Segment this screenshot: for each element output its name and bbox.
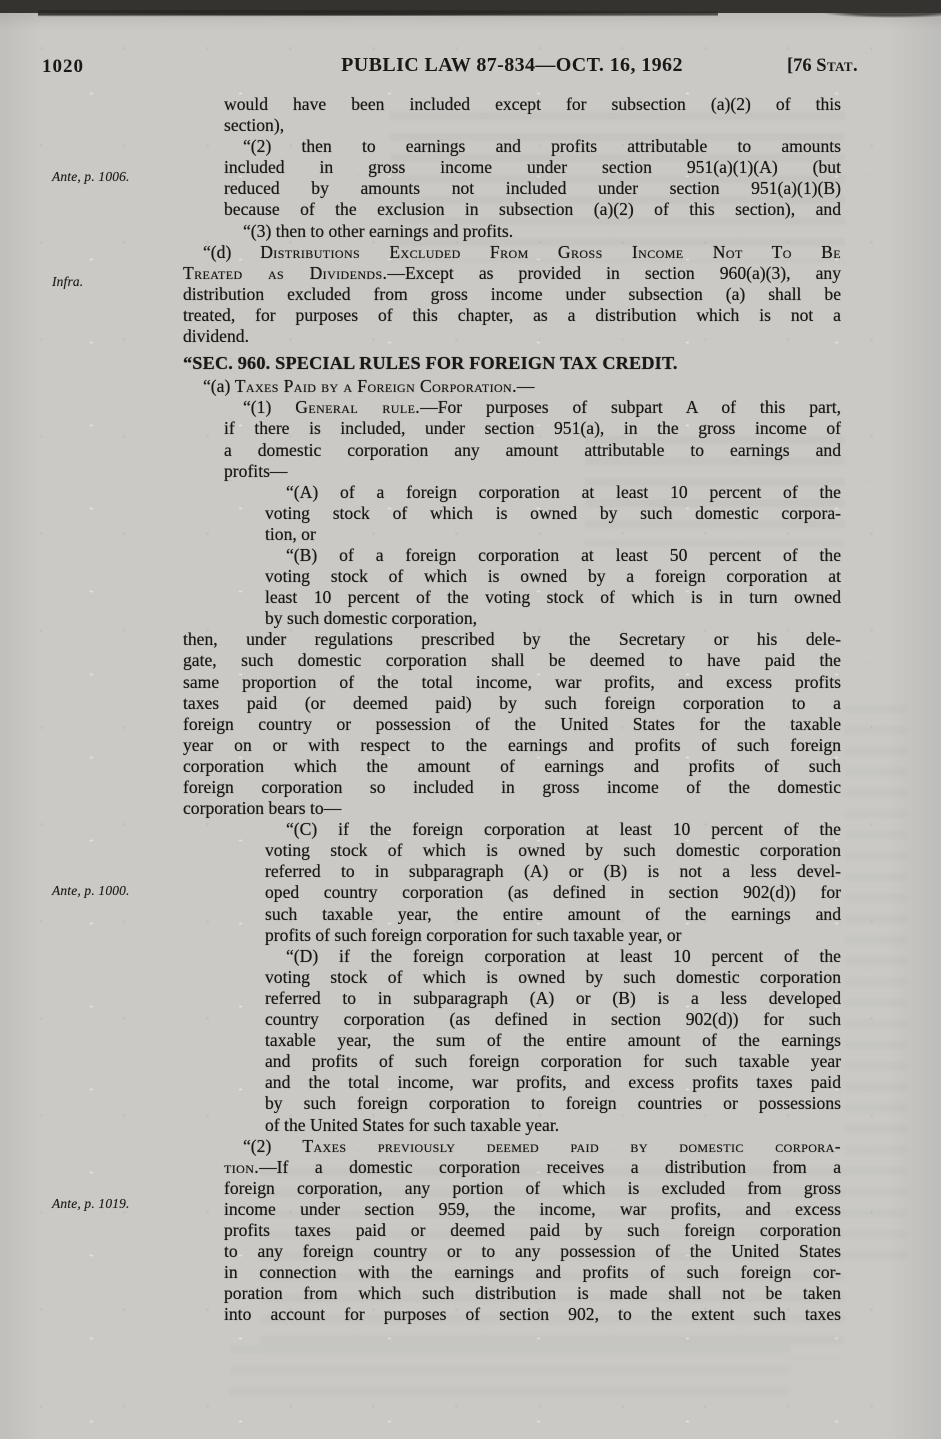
stat-citation: [787, 56, 858, 77]
body-line: [265, 1072, 841, 1093]
text-segment: section),: [224, 115, 285, 136]
body-line: [243, 1136, 841, 1157]
smallcaps-text: Distributions Excluded From Gross Income Not To Be: [260, 241, 841, 262]
margin-note: Ante, p. 1019.: [52, 1196, 130, 1211]
text-segment: and the total income, war profits, and excess profits taxes paid: [265, 1072, 841, 1093]
margin-note: Infra.: [52, 274, 84, 289]
text-segment: profits—: [224, 460, 288, 481]
body-line: [265, 861, 841, 882]
text-segment: a domestic corporation any amount attributable to earnings and: [224, 439, 841, 460]
text-segment: “(A) of a foreign corporation at least 10 percent of the: [286, 481, 841, 502]
stat-citation-volume: [76: [787, 56, 817, 76]
body-line: [183, 672, 841, 693]
smallcaps-text: General rule.: [295, 397, 421, 418]
text-segment: year on or with respect to the earnings and profits of such foreign: [183, 734, 841, 755]
body-line: [183, 756, 841, 777]
text-segment: least 10 percent of the voting stock of which is in turn owned: [265, 587, 841, 608]
body-text: [183, 94, 841, 1325]
margin-note: Ante, p. 1000.: [52, 883, 130, 898]
body-line: [243, 221, 841, 242]
text-segment: dividend.: [183, 326, 249, 347]
text-segment: voting stock of which is owned by such domestic corpora-: [265, 502, 841, 523]
body-line: [183, 798, 841, 819]
body-line: [265, 967, 841, 988]
scan-edge-artifact: [0, 0, 941, 13]
body-line: [183, 735, 841, 756]
text-segment: distribution excluded from gross income under subsection (a) shall be: [183, 283, 841, 304]
text-segment: in connection with the earnings and profits of such foreign cor-: [224, 1262, 841, 1283]
text-segment: “(3) then to other earnings and profits.: [243, 220, 514, 241]
bleed-through-artifact: [845, 705, 907, 1265]
body-line: [224, 115, 841, 136]
text-segment: “(D) if the foreign corporation at least 10 percent of the: [286, 945, 841, 966]
body-line: [224, 1157, 841, 1178]
body-line: [224, 199, 841, 220]
body-line: [203, 242, 841, 263]
body-line: [183, 284, 841, 305]
text-segment: “SEC. 960. SPECIAL RULES FOR FOREIGN TAX CREDIT.: [183, 353, 678, 374]
body-line: [286, 545, 841, 566]
body-line: [265, 882, 841, 903]
text-segment: foreign corporation so included in gross income of the domestic: [183, 777, 841, 797]
text-segment: profits of such foreign corporation for such taxable year, or: [265, 924, 682, 945]
body-line: [224, 178, 841, 199]
body-line: [224, 94, 841, 115]
body-line: [243, 397, 841, 418]
body-line: [183, 305, 841, 326]
text-segment: reduced by amounts not included under section 951(a)(1)(B): [224, 178, 841, 199]
text-segment: voting stock of which is owned by such domestic corporation: [265, 966, 841, 987]
body-line: [224, 1220, 841, 1241]
body-line: [243, 136, 841, 157]
margin-note: Ante, p. 1006.: [52, 169, 130, 184]
body-line: [265, 503, 841, 524]
text-segment: corporation which the amount of earnings and profits of such: [183, 755, 841, 776]
body-line: [224, 461, 841, 482]
text-segment: “(2) then to earnings and profits attributable to amounts: [243, 136, 841, 157]
text-segment: referred to in subparagraph (A) or (B) is a less developed: [265, 987, 841, 1008]
text-segment: if there is included, under section 951(a), in the gross income of: [224, 418, 841, 439]
text-segment: into account for purposes of section 902, to the extent such taxes: [224, 1304, 841, 1325]
body-line: [224, 418, 841, 439]
body-line: [265, 904, 841, 925]
text-segment: —If a domestic corporation receives a distribution from a: [259, 1156, 841, 1177]
body-line: [265, 566, 841, 587]
body-line: [224, 440, 841, 461]
body-line: [203, 376, 841, 397]
text-segment: of the United States for such taxable year.: [265, 1114, 560, 1135]
body-line: [224, 1283, 841, 1304]
body-line: [265, 988, 841, 1009]
body-line: [183, 650, 841, 671]
body-line: [265, 1115, 841, 1136]
text-segment: voting stock of which is owned by a foreign corporation at: [265, 566, 841, 587]
text-segment: would have been included except for subsection (a)(2) of this: [224, 94, 841, 114]
body-line: [265, 840, 841, 861]
text-segment: “(C) if the foreign corporation at least 10 percent of the: [286, 819, 841, 840]
body-line: [265, 925, 841, 946]
text-segment: voting stock of which is owned by such domestic corporation: [265, 840, 841, 861]
text-segment: same proportion of the total income, war profits, and excess profits: [183, 671, 841, 692]
text-segment: by such foreign corporation to foreign countries or possessions: [265, 1093, 841, 1114]
text-segment: referred to in subparagraph (A) or (B) is not a less devel-: [265, 861, 841, 882]
text-segment: corporation bears to—: [183, 798, 342, 819]
text-segment: —: [516, 376, 535, 397]
body-line: [224, 1304, 841, 1325]
body-line: [224, 157, 841, 178]
body-line: [183, 263, 841, 284]
text-segment: because of the exclusion in subsection (a)(2) of this section), and: [224, 199, 841, 220]
body-line: [183, 693, 841, 714]
body-line: [183, 714, 841, 735]
text-segment: taxes paid (or deemed paid) by such foreign corporation to a: [183, 692, 841, 713]
header-title: PUBLIC LAW 87-834—OCT. 16, 1962: [341, 54, 683, 76]
text-segment: country corporation (as defined in section 902(d)) for such: [265, 1009, 841, 1030]
body-line: [265, 1009, 841, 1030]
bleed-through-artifact: [230, 1345, 790, 1405]
text-segment: treated, for purposes of this chapter, as a distribution which is not a: [183, 304, 841, 325]
smallcaps-text: Taxes Paid by a Foreign Corporation.: [234, 376, 517, 397]
text-segment: foreign country or possession of the United States for the taxable: [183, 713, 841, 734]
text-segment: tion, or: [265, 523, 316, 544]
text-segment: gate, such domestic corporation shall be deemed to have paid the: [183, 650, 841, 671]
body-line: [286, 819, 841, 840]
stat-citation-label: Stat.: [816, 56, 859, 76]
body-line: [224, 1262, 841, 1283]
text-segment: income under section 959, the income, war profits, and excess: [224, 1198, 841, 1219]
text-segment: included in gross income under section 951(a)(1)(A) (but: [224, 157, 841, 178]
smallcaps-text: Taxes previously deemed paid by domestic corpora-: [302, 1135, 841, 1156]
text-segment: “(d): [203, 241, 261, 262]
body-line: [286, 946, 841, 967]
body-line: [183, 777, 841, 798]
page-number: 1020: [42, 56, 84, 77]
body-line: [265, 1030, 841, 1051]
text-segment: profits taxes paid or deemed paid by such foreign corporation: [224, 1219, 841, 1240]
body-line: [265, 1051, 841, 1072]
text-segment: taxable year, the sum of the entire amount of the earnings: [265, 1030, 841, 1051]
text-segment: —Except as provided in section 960(a)(3), any: [387, 262, 842, 283]
section-heading: [183, 353, 841, 374]
text-segment: “(1): [243, 397, 296, 418]
text-segment: such taxable year, the entire amount of the earnings and: [265, 903, 841, 924]
page-header: [0, 54, 941, 84]
text-segment: by such domestic corporation,: [265, 608, 478, 629]
text-segment: foreign corporation, any portion of which is excluded from gross: [224, 1177, 841, 1198]
text-segment: poration from which such distribution is made shall not be taken: [224, 1283, 841, 1304]
smallcaps-text: tion.: [224, 1156, 260, 1177]
text-segment: to any foreign country or to any possession of the United States: [224, 1241, 841, 1262]
body-line: [286, 482, 841, 503]
body-line: [183, 629, 841, 650]
text-segment: “(B) of a foreign corporation at least 50 percent of the: [286, 544, 841, 565]
body-line: [224, 1241, 841, 1262]
body-line: [265, 524, 841, 545]
body-line: [183, 326, 841, 347]
body-line: [265, 587, 841, 608]
text-segment: “(2): [243, 1135, 303, 1156]
text-segment: “(a): [203, 376, 235, 397]
text-segment: and profits of such foreign corporation for such taxable year: [265, 1051, 841, 1072]
body-line: [265, 608, 841, 629]
text-segment: oped country corporation (as defined in section 902(d)) for: [265, 882, 841, 903]
text-segment: then, under regulations prescribed by the Secretary or his dele-: [183, 629, 841, 650]
body-line: [224, 1178, 841, 1199]
body-line: [265, 1093, 841, 1114]
smallcaps-text: Treated as Dividends.: [183, 262, 388, 283]
text-segment: —For purposes of subpart A of this part,: [420, 397, 841, 418]
body-line: [224, 1199, 841, 1220]
